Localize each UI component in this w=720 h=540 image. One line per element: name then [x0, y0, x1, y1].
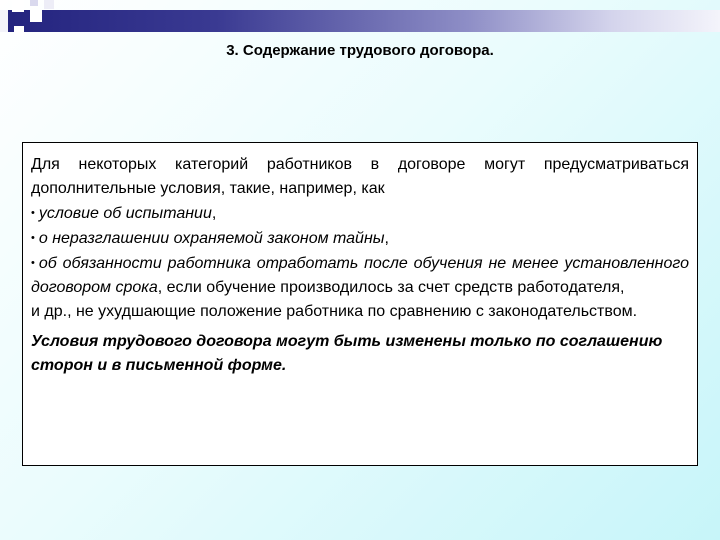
bullet-icon: • — [31, 257, 35, 269]
bullet-item-secrecy — [31, 226, 689, 251]
bullet-icon: • — [31, 232, 35, 244]
bullet-item-tail: , — [211, 205, 217, 222]
bullet-item-text: об обязанности работника отработать после обучения не менее установленного договором срока — [31, 255, 689, 296]
conclusion-paragraph: Условия трудового договора могут быть изменены только по соглашению сторон и в письменной форме. — [31, 333, 663, 374]
intro-paragraph: Для некоторых категорий работников в договоре могут предусматриваться дополнительные условия, такие, например, как — [31, 156, 689, 197]
bullet-item-tail: , если обучение производилось за счет средств работодателя, — [157, 279, 625, 296]
decorative-square — [12, 0, 24, 12]
decorative-square — [14, 26, 24, 36]
bullet-item-work-obligation — [31, 251, 689, 300]
bullet-icon: • — [31, 207, 35, 219]
decorative-square — [44, 0, 54, 9]
decorative-square — [30, 10, 42, 22]
closing-paragraph: и др., не ухудшающие положение работника по сравнению с законодательством. — [31, 303, 638, 320]
content-box — [22, 142, 698, 466]
bullet-item-tail: , — [384, 230, 389, 247]
bullet-item-text: условие об испытании — [38, 205, 212, 222]
top-decorative-banner — [0, 10, 720, 32]
bullet-item-text: о неразглашении охраняемой законом тайны — [38, 230, 385, 247]
decorative-square — [30, 0, 38, 6]
decorative-square — [0, 10, 8, 32]
bullet-item-probation — [31, 201, 689, 226]
page-title: 3. Содержание трудового договора. — [226, 42, 494, 59]
